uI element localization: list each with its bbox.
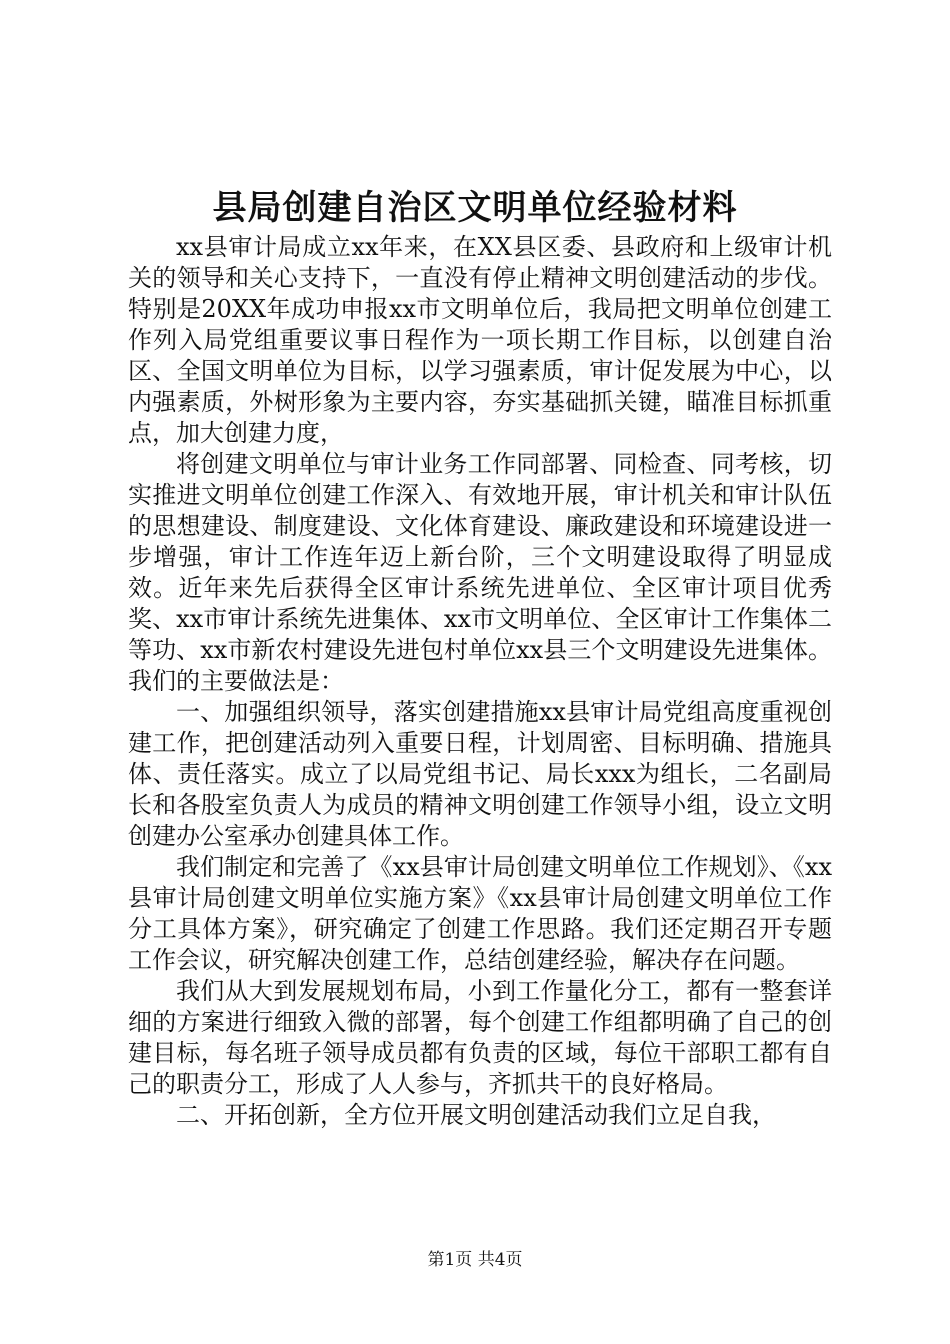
page-number-footer: 第1页 共4页: [427, 1250, 523, 1270]
paragraph: xx县审计局成立xx年来，在XX县区委、县政府和上级审计机关的领导和关心支持下，一直没有停止精神文明创建活动的步伐。特别是20XX年成功申报xx市文明单位后，我局把文明单位创建工作列入局党组重要议事日程作为一项长期工作目标，以创建自治区、全国文明单位为目标，以学习强素质，审计促发展为中心，以内强素质，外树形象为主要内容，夯实基础抓关键，瞄准目标抓重点，加大创建力度，: [128, 233, 832, 447]
document-body: [128, 232, 832, 1131]
paragraph: 我们从大到发展规划布局，小到工作量化分工，都有一整套详细的方案进行细致入微的部署，每个创建工作组都明确了自己的创建目标，每名班子领导成员都有负责的区域，每位干部职工都有自己的职责分工，形成了人人参与，齐抓共干的良好格局。: [128, 977, 832, 1098]
document-title: 县局创建自治区文明单位经验材料: [212, 188, 738, 228]
paragraph: 将创建文明单位与审计业务工作同部署、同检查、同考核，切实推进文明单位创建工作深入、有效地开展，审计机关和审计队伍的思想建设、制度建设、文化体育建设、廉政建设和环境建设进一步增强，审计工作连年迈上新台阶，三个文明建设取得了明显成效。近年来先后获得全区审计系统先进单位、全区审计项目优秀奖、xx市审计系统先进集体、xx市文明单位、全区审计工作集体二等功、xx市新农村建设先进包村单位xx县三个文明建设先进集体。我们的主要做法是：: [128, 450, 832, 695]
paragraph: 二、开拓创新，全方位开展文明创建活动我们立足自我，: [176, 1101, 776, 1129]
paragraph: 我们制定和完善了《xx县审计局创建文明单位工作规划》、《xx县审计局创建文明单位实施方案》《xx县审计局创建文明单位工作分工具体方案》，研究确定了创建工作思路。我们还定期召开专题工作会议，研究解决创建工作，总结创建经验，解决存在问题。: [128, 853, 832, 974]
paragraph: 一、加强组织领导，落实创建措施xx县审计局党组高度重视创建工作，把创建活动列入重要日程，计划周密、目标明确、措施具体、责任落实。成立了以局党组书记、局长xxx为组长，二名副局长和各股室负责人为成员的精神文明创建工作领导小组，设立文明创建办公室承办创建具体工作。: [128, 698, 832, 850]
